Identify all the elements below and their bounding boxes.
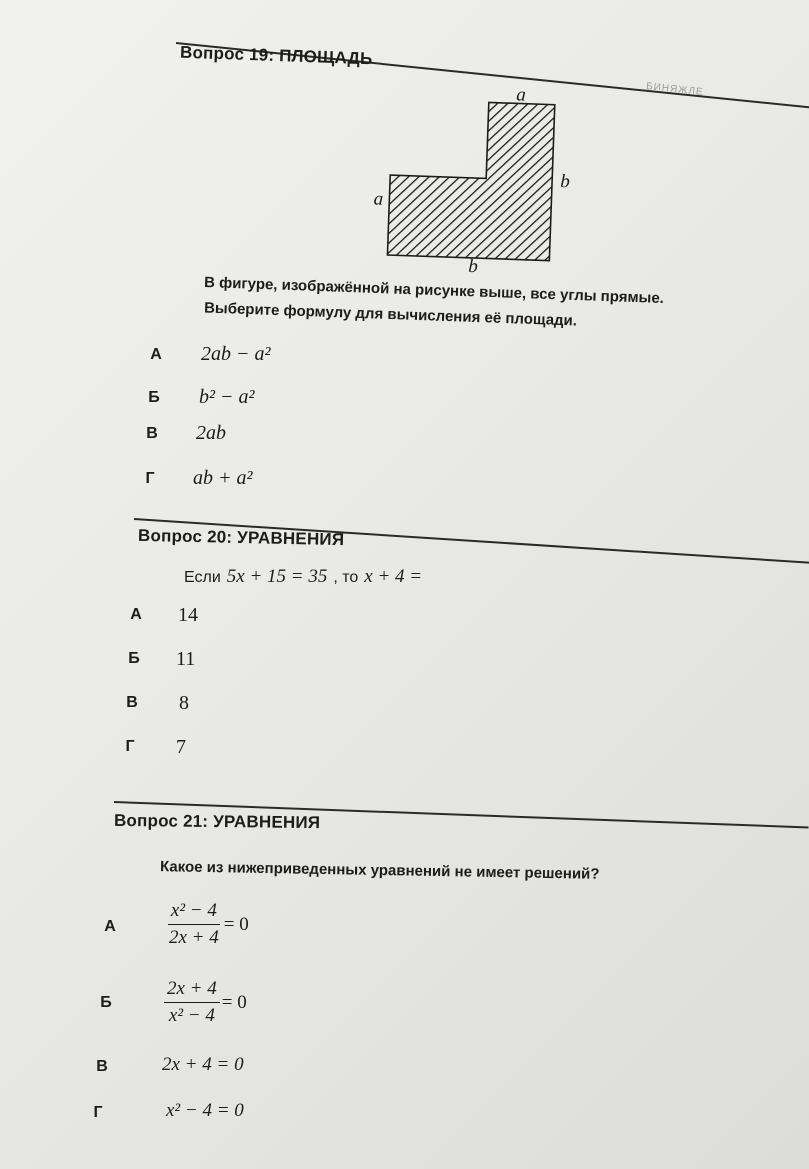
corner-mark: БИНЯЖЛЕ	[645, 81, 705, 98]
question-21-text: Какое из нижеприведенных уравнений не имеет решений?	[159, 858, 600, 883]
q21-option-g-letter: Г	[93, 1104, 103, 1121]
q21-a-denominator: 2x + 4	[169, 927, 219, 948]
q20-option-v-value: 8	[179, 692, 189, 714]
question-21-title: Вопрос 21: УРАВНЕНИЯ	[113, 810, 321, 833]
q19-option-g-letter: Г	[145, 470, 155, 487]
question-19-text-line2: Выберите формулу для вычисления её площади.	[203, 299, 578, 330]
label-left-a: a	[373, 188, 384, 210]
q19-option-b-letter: Б	[148, 389, 160, 406]
q20-option-a-letter: А	[130, 606, 142, 623]
q19-option-g-formula: ab + a²	[193, 467, 253, 489]
q21-a-rhs: = 0	[223, 913, 249, 935]
q20-option-a-value: 14	[178, 604, 198, 626]
l-shape-polygon	[387, 99, 554, 261]
l-shape-figure	[357, 84, 593, 282]
q21-b-rhs: = 0	[221, 991, 247, 1013]
q21-option-a-fraction	[166, 900, 249, 949]
question-20-title: Вопрос 20: УРАВНЕНИЯ	[137, 525, 345, 550]
q19-option-v-formula: 2ab	[196, 422, 226, 444]
q20-text-mid: , то	[333, 569, 359, 586]
question-19-text-line1: В фигуре, изображённой на рисунке выше, все углы прямые.	[203, 273, 665, 308]
q21-option-a-letter: А	[104, 918, 116, 935]
q20-option-b-letter: Б	[128, 650, 140, 667]
q20-option-g-value: 7	[176, 736, 186, 758]
q21-option-b-fraction	[164, 978, 247, 1027]
q19-option-a-letter: А	[150, 346, 162, 363]
q21-option-v-letter: В	[96, 1058, 108, 1075]
q20-option-g-letter: Г	[125, 738, 135, 755]
q21-option-g-formula: x² − 4 = 0	[166, 1100, 244, 1121]
q20-equation: 5x + 15 = 35	[226, 566, 328, 587]
question-20-text	[184, 566, 422, 588]
q21-b-denominator: x² − 4	[168, 1005, 215, 1026]
label-top-a: a	[515, 84, 527, 106]
q20-option-b-value: 11	[176, 648, 196, 670]
q20-text-prefix: Если	[184, 569, 221, 586]
q20-option-v-letter: В	[126, 694, 138, 711]
label-bottom-b: b	[467, 255, 479, 278]
q21-b-numerator: 2x + 4	[164, 978, 220, 1003]
q21-option-b-letter: Б	[100, 994, 112, 1011]
q21-option-v-formula: 2x + 4 = 0	[162, 1054, 244, 1075]
q19-option-v-letter: В	[146, 425, 158, 442]
q19-option-b-formula: b² − a²	[199, 386, 255, 408]
q21-a-numerator: x² − 4	[168, 900, 220, 925]
q19-option-a-formula: 2ab − a²	[201, 343, 271, 365]
question-19-title: Вопрос 19: ПЛОЩАДЬ	[179, 42, 373, 69]
q20-target: x + 4 =	[364, 566, 423, 587]
label-right-b: b	[559, 170, 571, 193]
